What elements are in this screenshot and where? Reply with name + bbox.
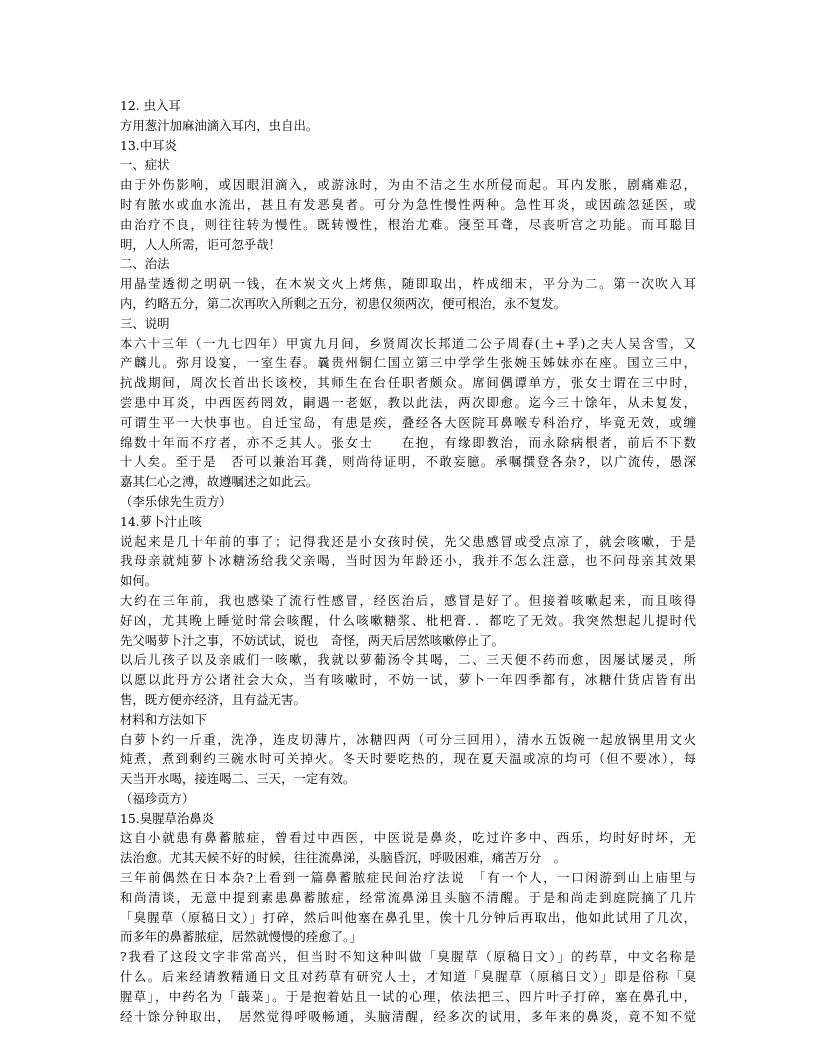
text-line: 内，约略五分，第二次再吹入所剩之五分，初患仅须两次，便可根治，永不复发。 bbox=[120, 295, 567, 311]
text-line: 三、说明 bbox=[120, 315, 170, 331]
text-line: 大约在三年前，我也感染了流行性感冒，经医治后，感冒是好了。但接着咳嗽起来，而且咳得 bbox=[120, 592, 696, 608]
text-line: 抗战期间，周次长首出长该校，其师生在台任职者颇众。席间偶谭单方，张女士谓在三中时， bbox=[120, 375, 696, 391]
text-line: 天当开水喝，接连喝二、三天，一定有效。 bbox=[120, 771, 356, 787]
text-line: 产麟儿。弥月设宴，一室生春。曩贵州铜仁国立第三中学学生张婉玉姊妹亦在座。国立三中， bbox=[120, 355, 696, 371]
text-line: 白萝卜约一斤重，洗净，连皮切薄片，冰糖四两（可分三回用），清水五饭碗一起放锅里用文火 bbox=[120, 731, 696, 747]
text-line: 如何。 bbox=[120, 573, 158, 589]
text-line: 我母亲就炖萝卜冰糖汤给我父亲喝，当时因为年龄还小，我并不怎么注意，也不问母亲其效果 bbox=[120, 553, 696, 569]
text-line: 15.臭腥草治鼻炎 bbox=[120, 810, 215, 826]
text-line: （李乐俅先生贡方） bbox=[120, 493, 232, 509]
text-line: 方用葱汁加麻油滴入耳内，虫自出。 bbox=[120, 117, 319, 133]
text-line: 用晶莹透彻之明矾一钱，在木炭文火上烤焦，随即取出，杵成细末，平分为二。第一次吹入耳 bbox=[120, 276, 696, 292]
text-line: 什么。后来经请教精通日文且对药草有研究人士，才知道「臭腥草（原稿日文）」即是俗称「臭 bbox=[120, 969, 696, 985]
text-line: 以愿以此丹方公诸社会大众，当有咳嗽时，不妨一试，萝卜一年四季都有，冰糖什货店皆有出 bbox=[120, 672, 696, 688]
text-line: 这自小就患有鼻蓄脓症，曾看过中西医，中医说是鼻炎，吃过许多中、西乐，均时好时坏，无 bbox=[120, 830, 696, 846]
text-line: 经十馀分钟取出， 居然觉得呼吸畅通，头脑清醒，经多次的试用，多年来的鼻炎，竟不知不觉 bbox=[120, 1008, 696, 1024]
text-line: 绵数十年而不疗者，亦不乏其人。张女士 在抱，有缘即教治，而永除病根者，前后不下数 bbox=[120, 434, 696, 450]
text-line: 腥草」，中药名为「蕺菜」。于是抱着姑且一试的心理，依法把三、四片叶子打碎，塞在鼻孔中， bbox=[120, 988, 696, 1004]
text-line: 而多年的鼻蓄脓症，居然就慢慢的痊愈了。」 bbox=[120, 929, 362, 945]
document-body bbox=[120, 96, 696, 1026]
text-line: 三年前偶然在日本杂?上看到一篇鼻蓄脓症民间治疗法说 「有一个人，一口闲游到山上庙里与 bbox=[120, 870, 696, 886]
text-line: 由治疗不良，则往往转为慢性。既转慢性，根治尤难。寖至耳聋，尽丧听宫之功能。而耳聪目 bbox=[120, 216, 696, 232]
text-line: 时有脓水或血水流出，甚且有发恶臭者。可分为急性慢性两种。急性耳炎，或因疏忽延医，或 bbox=[120, 196, 696, 212]
text-line: 二、治法 bbox=[120, 256, 170, 272]
text-line: 炖煮，煮到剩约三碗水时可关掉火。冬天时要吃热的，现在夏天温或凉的均可（但不要冰），每 bbox=[120, 751, 696, 767]
text-line: 可谓生平一大快事也。自迁宝岛，有患是疾，叠经各大医院耳鼻喉专科治疗，毕竟无效，或缠 bbox=[120, 414, 696, 430]
text-line: 售，既方便亦经济，且有益无害。 bbox=[120, 691, 306, 707]
text-line: 法治愈。尤其天候不好的时候，往往流鼻涕，头脑昏沉，呼吸困难，痛苦万分 。 bbox=[120, 850, 567, 866]
text-line: 「臭腥草（原稿日文）」打碎，然后叫他塞在鼻孔里，俟十几分钟后再取出，他如此试用了几次， bbox=[120, 909, 696, 925]
text-line: 以后儿孩子以及亲戚们一咳嗽，我就以萝葡汤令其喝，二、三天便不药而愈，因屡试屡灵，所 bbox=[120, 652, 696, 668]
text-line: 由于外伤影响，或因眼泪滴入，或游泳时，为由不洁之生水所侵而起。耳内发胀，剧痛难忍， bbox=[120, 177, 696, 193]
text-line: ?我看了这段文字非常高兴，但当时不知这种叫做「臭腥草（原稿日文）」的药草，中文名称是 bbox=[120, 949, 696, 965]
text-line: 先父喝萝卜汁之事，不妨试试，说也 奇怪，两天后居然咳嗽停止了。 bbox=[120, 632, 505, 648]
text-line: 好凶，尤其晚上睡觉时常会咳醒，什么咳嗽糖浆、枇杷膏．．都吃了无效。我突然想起儿提时代 bbox=[120, 612, 696, 628]
text-line: 本六十三年（一九七四年）甲寅九月间，乡贤周次长邦道二公子周春(土+孚)之夫人吴含雪，又 bbox=[120, 335, 696, 351]
text-line: 一、症状 bbox=[120, 157, 170, 173]
text-line: 14.萝卜汁止咳 bbox=[120, 513, 202, 529]
text-line: 十人矣。至于是 否可以兼治耳龚，则尚待证明，不敢妄臆。承嘱撰登各杂?，以广流传，愚深 bbox=[120, 454, 696, 470]
text-line: 材料和方法如下 bbox=[120, 711, 207, 727]
text-line: 12. 虫入耳 bbox=[120, 98, 181, 113]
text-line: 明，人人所需，讵可忽乎哉！ bbox=[120, 236, 282, 252]
text-line: 说起来是几十年前的事了；记得我还是小女孩时侯，先父患感冒或受点凉了，就会咳嗽，于是 bbox=[120, 533, 696, 549]
text-line: 13.中耳炎 bbox=[120, 137, 177, 153]
text-line: 尝患中耳炎，中西医药罔效，嗣遇一老妪，教以此法，两次即愈。迄今三十馀年，从未复发， bbox=[120, 394, 696, 410]
text-line: 和尚清谈，无意中提到素患鼻蓄脓症，经常流鼻涕且头脑不清醒。于是和尚走到庭院摘了几片 bbox=[120, 889, 696, 905]
text-line: 嘉其仁心之溥，故遵嘱述之如此云。 bbox=[120, 474, 319, 490]
text-line: （福珍贡方） bbox=[120, 790, 195, 806]
